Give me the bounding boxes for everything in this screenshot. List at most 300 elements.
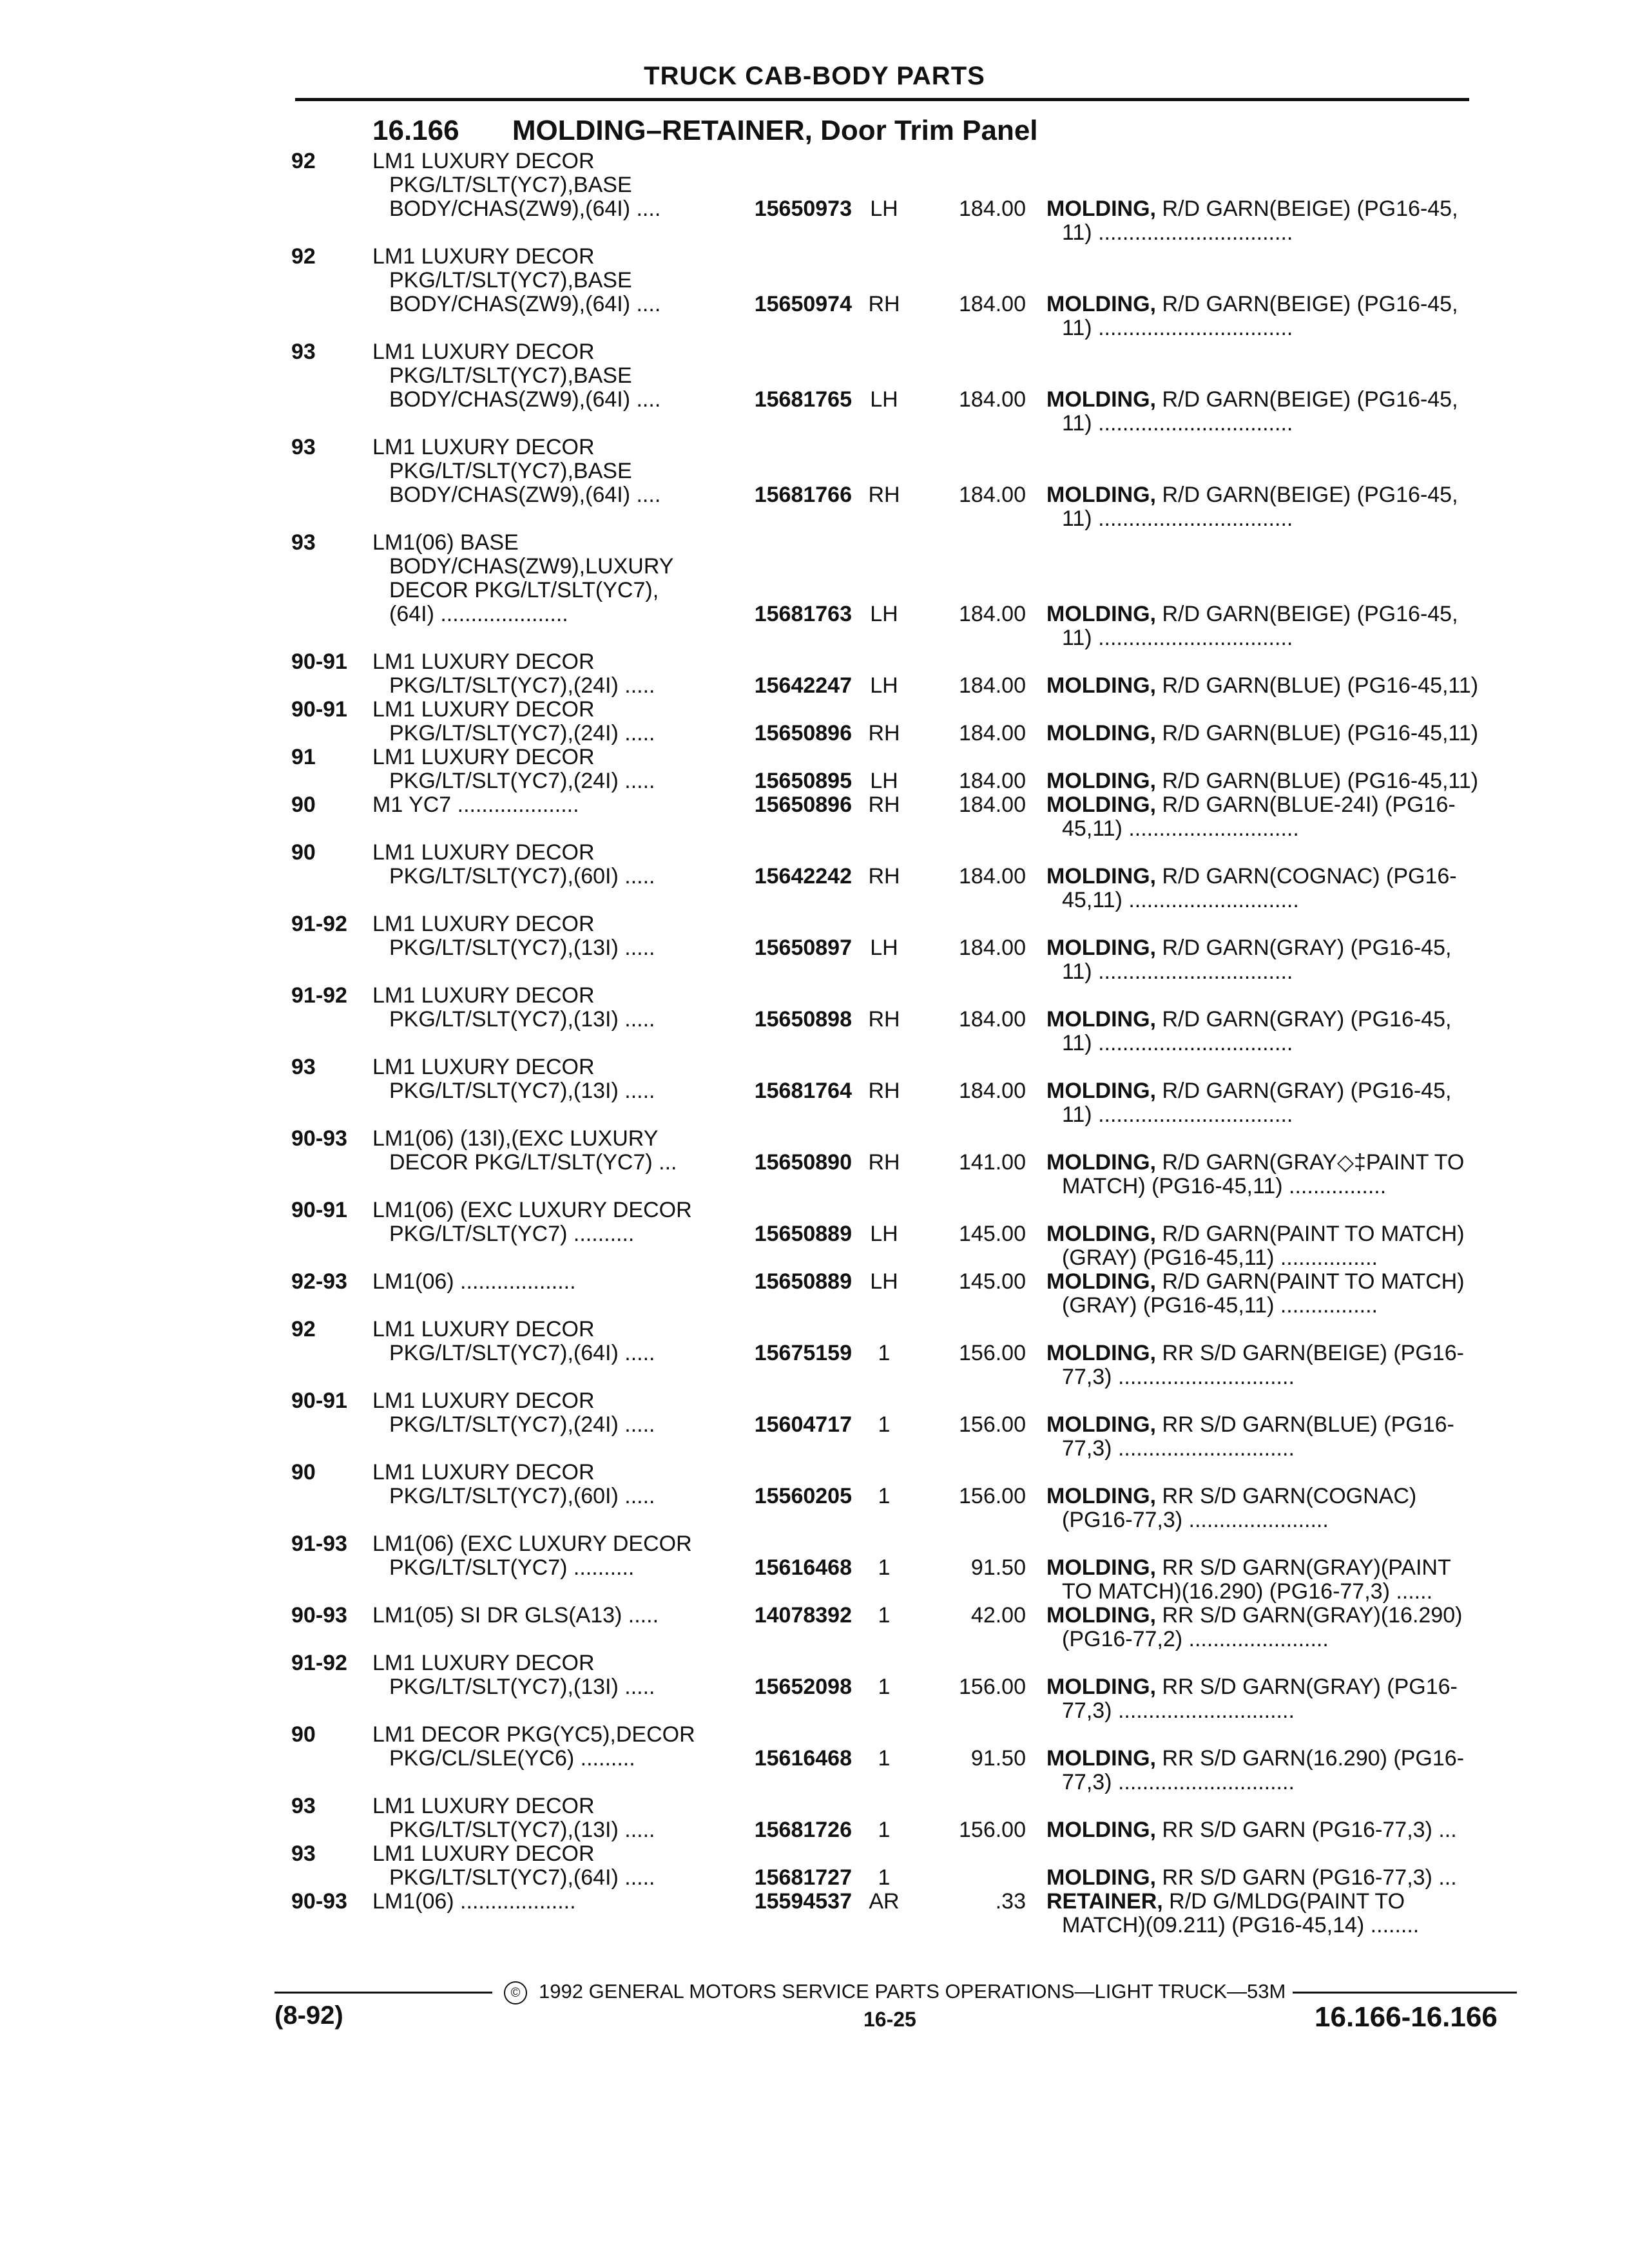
parts-list (291, 149, 1522, 1937)
copyright-text: 1992 GENERAL MOTORS SERVICE PARTS OPERATIONS—LIGHT TRUCK—53M (539, 1980, 1286, 2003)
part-description (1046, 293, 1521, 340)
part-name: MOLDING, (1046, 1151, 1156, 1175)
part-description-line: MATCH) (PG16-45,11) ................ (1062, 1175, 1387, 1198)
part-description-line (1046, 1818, 1521, 1842)
usage-line: LM1 LUXURY DECOR (372, 245, 595, 269)
page-header-title: TRUCK CAB-BODY PARTS (644, 62, 985, 90)
usage-line: LM1 DECOR PKG(YC5),DECOR (372, 1723, 695, 1747)
part-detail: RR S/D GARN(COGNAC) (1162, 1485, 1417, 1508)
part-description (1046, 722, 1521, 745)
parts-row (291, 1604, 1522, 1651)
usage-line: LM1 LUXURY DECOR (372, 745, 595, 769)
usage-line: LM1 LUXURY DECOR (372, 984, 595, 1008)
part-name: MOLDING, (1046, 1413, 1156, 1437)
usage-line: PKG/LT/SLT(YC7),(24I) ..... (389, 722, 655, 745)
figure-ref: 90 (291, 1722, 316, 1747)
figure-ref: 91-92 (291, 1651, 347, 1675)
part-description (1046, 1485, 1521, 1532)
price: 156.00 (959, 1484, 1026, 1508)
quantity: LH (870, 1222, 898, 1246)
price: 42.00 (970, 1603, 1026, 1628)
part-description (1046, 1222, 1521, 1270)
part-description (1046, 1556, 1521, 1604)
part-description-line: 11) ................................ (1062, 507, 1293, 531)
part-description-line: 11) ................................ (1062, 1032, 1293, 1055)
figure-ref: 92-93 (291, 1269, 347, 1294)
part-number: 15594537 (754, 1889, 852, 1914)
part-description (1046, 1151, 1521, 1198)
part-detail: R/D GARN(BLUE) (PG16-45,11) (1162, 769, 1479, 793)
price: 156.00 (959, 1675, 1026, 1699)
part-detail: R/D GARN(PAINT TO MATCH) (1162, 1270, 1465, 1294)
part-detail: R/D GARN(COGNAC) (PG16- (1162, 865, 1457, 889)
usage-line: BODY/CHAS(ZW9),(64I) .... (389, 197, 661, 221)
part-description-line (1046, 722, 1521, 745)
part-number: 15650974 (754, 292, 852, 316)
usage-line: LM1(06) (13I),(EXC LUXURY (372, 1127, 659, 1151)
part-description-line (1046, 293, 1521, 316)
quantity: LH (870, 602, 898, 626)
part-name: MOLDING, (1046, 1675, 1156, 1699)
usage-line: LM1 LUXURY DECOR (372, 912, 595, 936)
price: 184.00 (959, 292, 1026, 316)
price: 184.00 (959, 1007, 1026, 1032)
revision-date: (8-92) (275, 2001, 343, 2030)
part-number: 15681765 (754, 387, 852, 412)
figure-ref: 90-91 (291, 649, 347, 674)
quantity: 1 (878, 1341, 891, 1365)
part-name: MOLDING, (1046, 1604, 1156, 1628)
usage-line: (64I) ..................... (389, 602, 568, 626)
part-number: 15681727 (754, 1865, 852, 1890)
usage-line: PKG/LT/SLT(YC7) .......... (389, 1556, 635, 1580)
figure-ref: 90-91 (291, 697, 347, 722)
usage-line: LM1(06) ................... (372, 1890, 576, 1914)
quantity: 1 (878, 1555, 891, 1580)
footer-rule-left (275, 1992, 492, 1994)
parts-row (291, 1198, 1522, 1270)
figure-ref: 90-91 (291, 1198, 347, 1222)
usage-line: LM1(06) BASE (372, 531, 519, 555)
figure-ref: 90-93 (291, 1603, 347, 1628)
price: 145.00 (959, 1222, 1026, 1246)
part-description-line (1046, 483, 1521, 507)
quantity: LH (870, 936, 898, 960)
parts-row (291, 1318, 1522, 1389)
usage-line: LM1 LUXURY DECOR (372, 436, 595, 459)
parts-row (291, 340, 1522, 436)
part-description-line (1046, 1485, 1521, 1508)
parts-row (291, 1532, 1522, 1604)
parts-row (291, 1461, 1522, 1532)
usage-line: LM1(06) (EXC LUXURY DECOR (372, 1532, 692, 1556)
part-name: MOLDING, (1046, 602, 1156, 626)
usage-line: LM1 LUXURY DECOR (372, 1794, 595, 1818)
figure-ref: 91-92 (291, 912, 347, 936)
part-number: 15560205 (754, 1484, 852, 1508)
part-detail: R/D GARN(GRAY◇‡PAINT TO (1162, 1151, 1465, 1175)
part-detail: RR S/D GARN(BEIGE) (PG16- (1162, 1341, 1464, 1365)
part-name: MOLDING, (1046, 1341, 1156, 1365)
usage-line: LM1 LUXURY DECOR (372, 698, 595, 722)
price: 141.00 (959, 1150, 1026, 1175)
part-number: 15675159 (754, 1341, 852, 1365)
part-description-line (1046, 388, 1521, 412)
usage-line: PKG/LT/SLT(YC7),(13I) ..... (389, 936, 655, 960)
part-detail: R/D GARN(BLUE) (PG16-45,11) (1162, 722, 1479, 745)
usage-line: PKG/LT/SLT(YC7),(13I) ..... (389, 1818, 655, 1842)
parts-row (291, 1723, 1522, 1794)
parts-row (291, 1127, 1522, 1198)
part-detail: R/D GARN(GRAY) (PG16-45, (1162, 936, 1452, 960)
figure-ref: 91 (291, 745, 316, 769)
part-description (1046, 1866, 1521, 1890)
part-number: 15642247 (754, 673, 852, 698)
price: 184.00 (959, 793, 1026, 817)
price: .33 (995, 1889, 1026, 1914)
quantity: 1 (878, 1746, 891, 1771)
parts-row (291, 1842, 1522, 1890)
section-number: 16.166 (372, 115, 459, 146)
part-description (1046, 793, 1521, 841)
part-name: MOLDING, (1046, 793, 1156, 817)
usage-line: PKG/LT/SLT(YC7),(24I) ..... (389, 1413, 655, 1437)
part-description (1046, 1818, 1521, 1842)
figure-ref: 90 (291, 1460, 316, 1485)
parts-row (291, 1055, 1522, 1127)
part-detail: RR S/D GARN(GRAY)(PAINT (1162, 1556, 1451, 1580)
usage-line: LM1 LUXURY DECOR (372, 841, 595, 865)
usage-line: M1 YC7 .................... (372, 793, 579, 817)
price: 184.00 (959, 936, 1026, 960)
usage-line: PKG/LT/SLT(YC7),BASE (389, 173, 632, 197)
part-name: MOLDING, (1046, 1222, 1156, 1246)
part-description-line (1046, 1413, 1521, 1437)
part-description-line: (GRAY) (PG16-45,11) ................ (1062, 1294, 1378, 1318)
quantity: LH (870, 673, 898, 698)
part-name: MOLDING, (1046, 1747, 1156, 1771)
figure-ref: 90-93 (291, 1126, 347, 1151)
usage-line: PKG/LT/SLT(YC7),(60I) ..... (389, 1485, 655, 1508)
parts-row (291, 984, 1522, 1055)
quantity: LH (870, 1269, 898, 1294)
part-name: MOLDING, (1046, 1008, 1156, 1032)
part-description-line (1046, 1747, 1521, 1771)
part-detail: RR S/D GARN(GRAY) (PG16- (1162, 1675, 1458, 1699)
part-description-line (1046, 793, 1521, 817)
figure-ref: 92 (291, 149, 316, 173)
part-number: 15650973 (754, 197, 852, 221)
part-description-line (1046, 1341, 1521, 1365)
quantity: RH (868, 1007, 900, 1032)
price: 184.00 (959, 197, 1026, 221)
price: 184.00 (959, 1079, 1026, 1103)
part-description (1046, 1341, 1521, 1389)
part-number: 15681763 (754, 602, 852, 626)
part-description-line (1046, 1604, 1521, 1628)
usage-line: LM1 LUXURY DECOR (372, 650, 595, 674)
usage-line: LM1 LUXURY DECOR (372, 1461, 595, 1485)
part-description-line (1046, 1556, 1521, 1580)
part-description (1046, 388, 1521, 436)
price: 184.00 (959, 387, 1026, 412)
part-description (1046, 197, 1521, 245)
price: 91.50 (970, 1555, 1026, 1580)
usage-line: BODY/CHAS(ZW9),(64I) .... (389, 483, 661, 507)
quantity: 1 (878, 1412, 891, 1437)
part-detail: R/D GARN(GRAY) (PG16-45, (1162, 1008, 1452, 1032)
figure-ref: 90 (291, 840, 316, 865)
parts-row (291, 1651, 1522, 1723)
part-detail: R/D GARN(PAINT TO MATCH) (1162, 1222, 1465, 1246)
part-name: MOLDING, (1046, 197, 1156, 221)
part-description-line (1046, 1866, 1521, 1890)
parts-row (291, 841, 1522, 912)
part-description-line (1046, 865, 1521, 889)
usage-line: DECOR PKG/LT/SLT(YC7) ... (389, 1151, 677, 1175)
price: 156.00 (959, 1341, 1026, 1365)
part-name: MOLDING, (1046, 936, 1156, 960)
usage-line: LM1(06) ................... (372, 1270, 576, 1294)
usage-line: LM1 LUXURY DECOR (372, 1318, 595, 1341)
usage-line: PKG/LT/SLT(YC7),(24I) ..... (389, 769, 655, 793)
quantity: RH (868, 1079, 900, 1103)
usage-line: PKG/LT/SLT(YC7),(64I) ..... (389, 1341, 655, 1365)
part-detail: R/D GARN(BEIGE) (PG16-45, (1162, 293, 1458, 316)
price: 184.00 (959, 864, 1026, 889)
usage-line: PKG/CL/SLE(YC6) ......... (389, 1747, 635, 1771)
part-name: MOLDING, (1046, 483, 1156, 507)
price: 145.00 (959, 1269, 1026, 1294)
part-detail: RR S/D GARN (PG16-77,3) ... (1162, 1866, 1457, 1890)
part-detail: RR S/D GARN(BLUE) (PG16- (1162, 1413, 1454, 1437)
part-description-line: (PG16-77,3) ....................... (1062, 1508, 1329, 1532)
figure-ref: 90 (291, 793, 316, 817)
part-name: MOLDING, (1046, 722, 1156, 745)
part-name: MOLDING, (1046, 293, 1156, 316)
part-detail: R/D GARN(BEIGE) (PG16-45, (1162, 197, 1458, 221)
part-number: 15650898 (754, 1007, 852, 1032)
part-description (1046, 1413, 1521, 1461)
part-description-line (1046, 1890, 1521, 1914)
usage-line: LM1(06) (EXC LUXURY DECOR (372, 1198, 692, 1222)
figure-ref: 90-93 (291, 1889, 347, 1914)
quantity: 1 (878, 1865, 891, 1890)
part-detail: R/D GARN(BLUE) (PG16-45,11) (1162, 674, 1479, 698)
quantity: RH (868, 292, 900, 316)
usage-line: LM1 LUXURY DECOR (372, 1651, 595, 1675)
usage-line: LM1(05) SI DR GLS(A13) ..... (372, 1604, 659, 1628)
part-detail: R/D GARN(BEIGE) (PG16-45, (1162, 602, 1458, 626)
part-description-line (1046, 936, 1521, 960)
figure-ref: 91-93 (291, 1532, 347, 1556)
price: 184.00 (959, 769, 1026, 793)
section-heading (372, 115, 1038, 147)
part-description-line: 11) ................................ (1062, 412, 1293, 436)
section-range: 16.166-16.166 (1315, 2001, 1498, 2033)
usage-line: PKG/LT/SLT(YC7),(64I) ..... (389, 1866, 655, 1890)
quantity: LH (870, 197, 898, 221)
part-description-line (1046, 1675, 1521, 1699)
quantity: LH (870, 387, 898, 412)
parts-row (291, 245, 1522, 340)
part-description-line (1046, 1008, 1521, 1032)
part-name: RETAINER, (1046, 1890, 1163, 1914)
parts-row (291, 912, 1522, 984)
footer-rule-right (1293, 1992, 1517, 1994)
part-detail: R/D GARN(BEIGE) (PG16-45, (1162, 483, 1458, 507)
part-name: MOLDING, (1046, 769, 1156, 793)
parts-row (291, 745, 1522, 793)
part-description-line: 45,11) ............................ (1062, 889, 1299, 912)
part-number: 15681766 (754, 483, 852, 507)
part-description (1046, 1079, 1521, 1127)
quantity: 1 (878, 1484, 891, 1508)
part-detail: R/D G/MLDG(PAINT TO (1169, 1890, 1405, 1914)
usage-line: PKG/LT/SLT(YC7),BASE (389, 459, 632, 483)
part-name: MOLDING, (1046, 674, 1156, 698)
part-description-line: 77,3) ............................. (1062, 1699, 1295, 1723)
part-description-line (1046, 1151, 1521, 1175)
price: 184.00 (959, 673, 1026, 698)
part-description (1046, 936, 1521, 984)
parts-row (291, 793, 1522, 841)
part-description-line (1046, 1222, 1521, 1246)
section-title: MOLDING–RETAINER, Door Trim Panel (512, 115, 1038, 146)
part-detail: R/D GARN(GRAY) (PG16-45, (1162, 1079, 1452, 1103)
part-name: MOLDING, (1046, 1079, 1156, 1103)
part-number: 15650889 (754, 1222, 852, 1246)
parts-row (291, 1890, 1522, 1937)
parts-row (291, 698, 1522, 745)
figure-ref: 93 (291, 435, 316, 459)
part-number: 15650889 (754, 1269, 852, 1294)
part-name: MOLDING, (1046, 1866, 1156, 1890)
part-description (1046, 1675, 1521, 1723)
usage-line: LM1 LUXURY DECOR (372, 149, 595, 173)
part-description-line: (GRAY) (PG16-45,11) ................ (1062, 1246, 1378, 1270)
usage-line: PKG/LT/SLT(YC7),(24I) ..... (389, 674, 655, 698)
quantity: 1 (878, 1603, 891, 1628)
part-description-line: TO MATCH)(16.290) (PG16-77,3) ...... (1062, 1580, 1433, 1604)
part-number: 15642242 (754, 864, 852, 889)
quantity: RH (868, 793, 900, 817)
figure-ref: 93 (291, 1055, 316, 1079)
part-detail: RR S/D GARN(16.290) (PG16- (1162, 1747, 1465, 1771)
usage-line: PKG/LT/SLT(YC7) .......... (389, 1222, 635, 1246)
part-detail: R/D GARN(BLUE-24I) (PG16- (1162, 793, 1456, 817)
figure-ref: 92 (291, 1317, 316, 1341)
part-number: 15616468 (754, 1555, 852, 1580)
quantity: RH (868, 483, 900, 507)
part-description (1046, 483, 1521, 531)
price: 184.00 (959, 483, 1026, 507)
figure-ref: 93 (291, 340, 316, 364)
usage-line: PKG/LT/SLT(YC7),BASE (389, 364, 632, 388)
price: 184.00 (959, 602, 1026, 626)
usage-line: LM1 LUXURY DECOR (372, 1842, 595, 1866)
usage-line: PKG/LT/SLT(YC7),(13I) ..... (389, 1008, 655, 1032)
usage-line: DECOR PKG/LT/SLT(YC7), (389, 579, 659, 602)
part-number: 15604717 (754, 1412, 852, 1437)
figure-ref: 90-91 (291, 1389, 347, 1413)
part-name: MOLDING, (1046, 1818, 1156, 1842)
part-detail: RR S/D GARN(GRAY)(16.290) (1162, 1604, 1463, 1628)
parts-row (291, 1389, 1522, 1461)
part-number: 15681726 (754, 1818, 852, 1842)
usage-line: BODY/CHAS(ZW9),LUXURY (389, 555, 674, 579)
copyright-icon: © (504, 1981, 527, 2004)
part-description-line: 77,3) ............................. (1062, 1437, 1295, 1461)
part-description-line: (PG16-77,2) ....................... (1062, 1628, 1329, 1651)
part-description (1046, 674, 1521, 698)
usage-line: BODY/CHAS(ZW9),(64I) .... (389, 388, 661, 412)
part-name: MOLDING, (1046, 1485, 1156, 1508)
parts-row (291, 1794, 1522, 1842)
part-description-line: MATCH)(09.211) (PG16-45,14) ........ (1062, 1914, 1420, 1937)
part-description-line: 11) ................................ (1062, 960, 1293, 984)
figure-ref: 92 (291, 244, 316, 269)
part-description-line (1046, 769, 1521, 793)
part-description (1046, 1604, 1521, 1651)
usage-line: PKG/LT/SLT(YC7),(60I) ..... (389, 865, 655, 889)
quantity: RH (868, 864, 900, 889)
quantity: RH (868, 1150, 900, 1175)
usage-line: PKG/LT/SLT(YC7),BASE (389, 269, 632, 293)
quantity: LH (870, 769, 898, 793)
quantity: AR (869, 1889, 900, 1914)
figure-ref: 93 (291, 1794, 316, 1818)
quantity: RH (868, 721, 900, 745)
part-description-line (1046, 674, 1521, 698)
copyright-notice (504, 1980, 1286, 2004)
part-name: MOLDING, (1046, 1270, 1156, 1294)
part-detail: R/D GARN(BEIGE) (PG16-45, (1162, 388, 1458, 412)
part-description (1046, 1747, 1521, 1794)
part-number: 15650895 (754, 769, 852, 793)
usage-line: LM1 LUXURY DECOR (372, 1055, 595, 1079)
part-number: 15650890 (754, 1150, 852, 1175)
usage-line: LM1 LUXURY DECOR (372, 1389, 595, 1413)
part-description-line: 11) ................................ (1062, 626, 1293, 650)
quantity: 1 (878, 1818, 891, 1842)
part-description (1046, 1270, 1521, 1318)
part-number: 15652098 (754, 1675, 852, 1699)
parts-row (291, 149, 1522, 245)
part-number: 15681764 (754, 1079, 852, 1103)
part-description-line: 11) ................................ (1062, 221, 1293, 245)
part-description-line: 45,11) ............................ (1062, 817, 1299, 841)
part-number: 15650897 (754, 936, 852, 960)
part-description (1046, 1890, 1521, 1937)
part-description-line: 77,3) ............................. (1062, 1771, 1295, 1794)
part-description-line (1046, 1270, 1521, 1294)
price: 184.00 (959, 721, 1026, 745)
usage-line: PKG/LT/SLT(YC7),(13I) ..... (389, 1079, 655, 1103)
part-number: 15616468 (754, 1746, 852, 1771)
price: 156.00 (959, 1412, 1026, 1437)
parts-row (291, 436, 1522, 531)
part-name: MOLDING, (1046, 388, 1156, 412)
usage-line: BODY/CHAS(ZW9),(64I) .... (389, 293, 661, 316)
part-description-line: 11) ................................ (1062, 316, 1293, 340)
usage-line: PKG/LT/SLT(YC7),(13I) ..... (389, 1675, 655, 1699)
part-number: 15650896 (754, 721, 852, 745)
part-detail: RR S/D GARN (PG16-77,3) ... (1162, 1818, 1457, 1842)
page-number: 16-25 (863, 2008, 916, 2031)
part-name: MOLDING, (1046, 865, 1156, 889)
price: 156.00 (959, 1818, 1026, 1842)
